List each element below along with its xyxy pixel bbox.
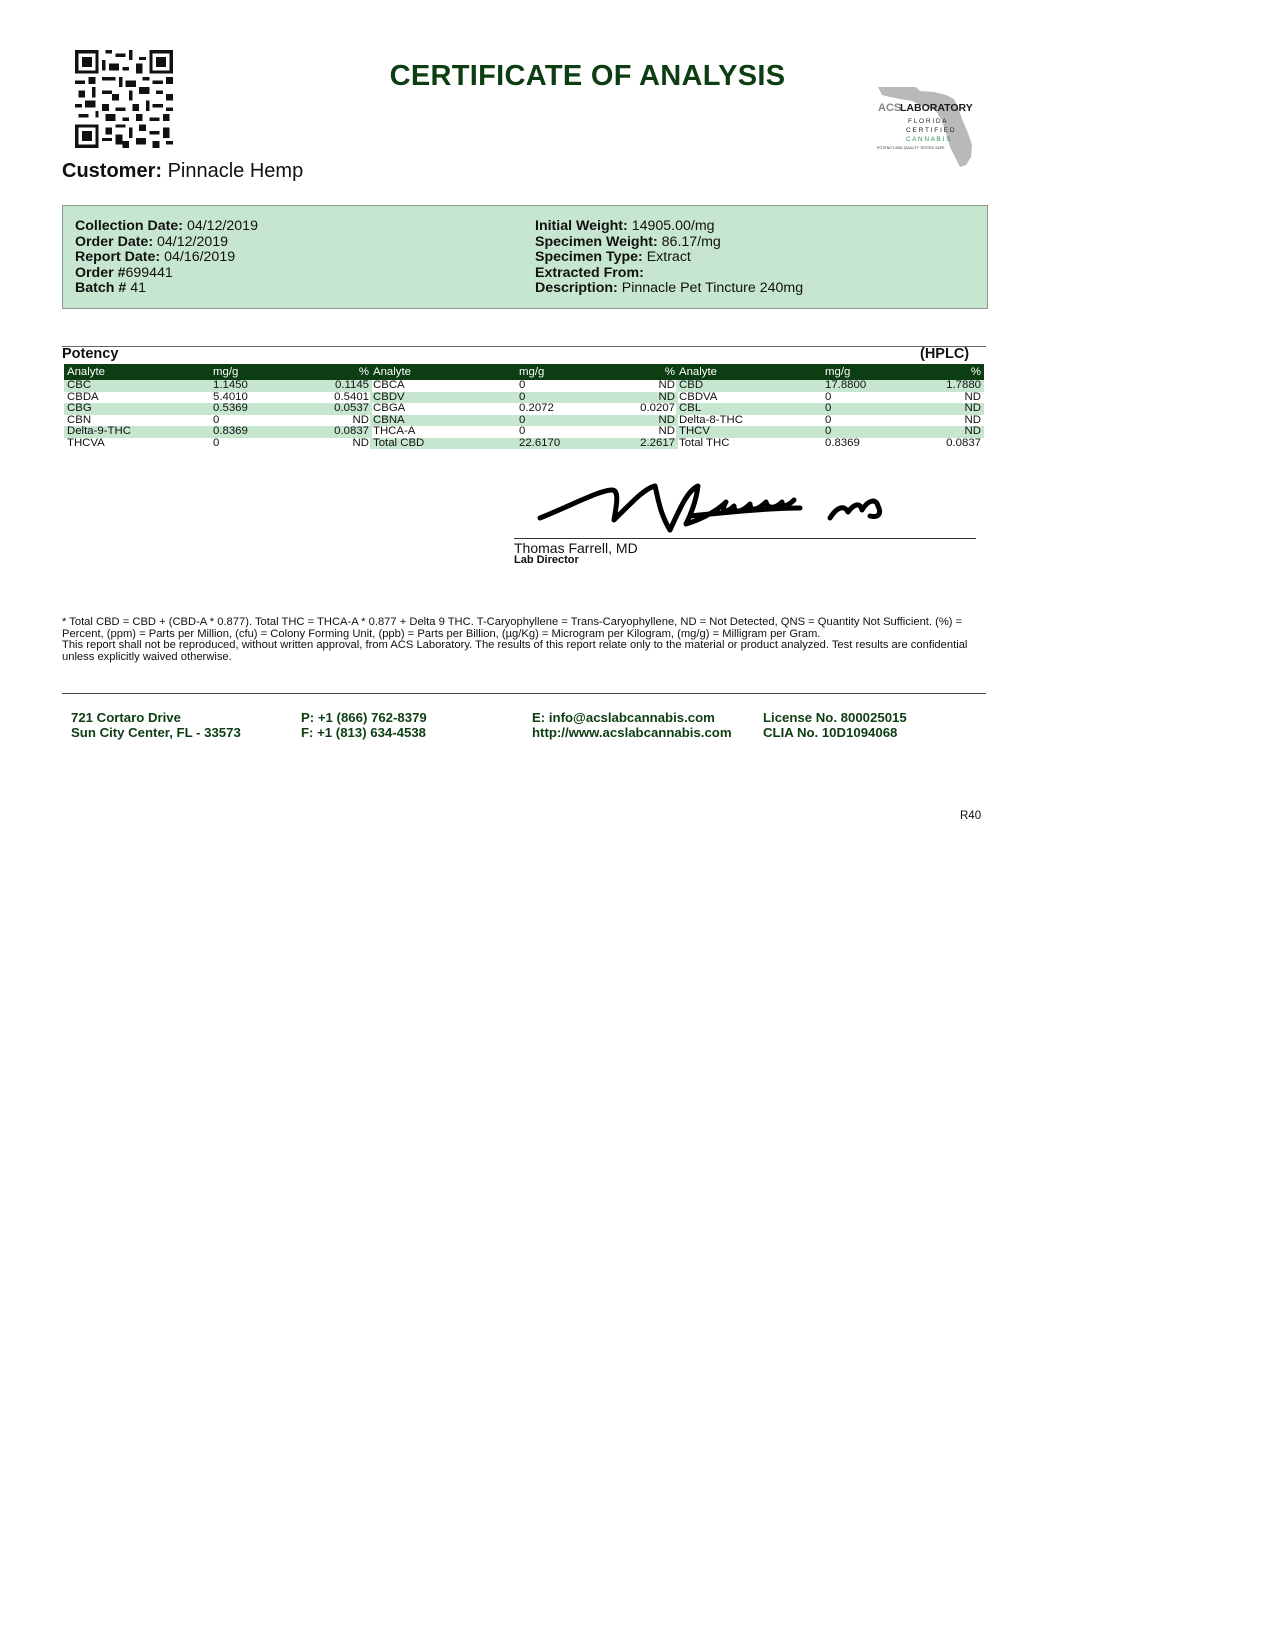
info-value: 699441 (125, 264, 173, 281)
percent-cell: ND (912, 403, 984, 415)
table-row (64, 438, 372, 450)
address-line-1: 721 Cortaro Drive (71, 710, 181, 725)
mg-g-cell: 0 (825, 413, 832, 426)
customer-line (62, 160, 303, 183)
footer-contact (532, 710, 732, 740)
footer-phones (301, 710, 427, 740)
percent-cell: ND (352, 436, 369, 449)
mg-g-cell: 0.5369 (210, 403, 300, 415)
percent-cell: 1.7880 (912, 380, 984, 392)
mg-g-cell: 0 (516, 392, 606, 404)
footer-address (71, 710, 241, 740)
report-notes (62, 617, 982, 663)
column-header-analyte: Analyte (676, 364, 822, 380)
website-link[interactable]: http://www.acslabcannabis.com (532, 725, 732, 740)
potency-table-3 (676, 364, 984, 449)
potency-method: (HPLC) (920, 346, 970, 362)
info-label: Initial Weight: (535, 218, 628, 234)
potency-table-2 (370, 364, 678, 449)
table-row (64, 426, 372, 438)
acs-laboratory-logo (876, 85, 981, 170)
mg-g-cell: 17.8800 (822, 380, 912, 392)
percent-cell: ND (606, 392, 678, 404)
analyte-cell: CBDV (370, 392, 516, 404)
mg-g-cell: 5.4010 (213, 390, 248, 403)
collection-date (75, 219, 258, 235)
percent-cell: 0.0537 (300, 403, 372, 415)
info-label: Order # (75, 264, 126, 281)
phone-number: P: +1 (866) 762-8379 (301, 710, 427, 725)
analyte-cell: CBCA (373, 379, 405, 392)
extracted-from (535, 266, 803, 282)
initial-weight (535, 219, 803, 235)
analyte-cell: CBN (67, 413, 92, 426)
email-link[interactable]: E: info@acslabcannabis.com (532, 710, 715, 725)
customer-value: Pinnacle Hemp (167, 160, 304, 182)
analyte-cell: Total THC (679, 436, 730, 449)
mg-g-cell: 0 (213, 436, 220, 449)
logo-laboratory-text: LABORATORY (900, 102, 973, 114)
analyte-cell: CBG (64, 403, 210, 415)
definitions-note: * Total CBD = CBD + (CBD-A * 0.877). Total THC = THCA-A * 0.877 + Delta 9 THC. T-Caryophyllene = Trans-Caryophyllene, ND = Not Detected, QNS = Quantity Not Sufficient. (%) = Percent, (ppm) = Parts per Million, (cfu) = Colony Forming Unit, (ppb) = Parts per Billion, (µg/Kg) = Microgram per Kilogram, (mg/g) = Milligram per Gram. (62, 616, 963, 640)
analyte-cell: Total CBD (370, 438, 516, 450)
logo-cannabis-text: C A N N A B I S (906, 136, 951, 143)
analyte-cell: THCVA (67, 436, 105, 449)
table-row (370, 438, 678, 450)
analyte-cell: Delta-8-THC (679, 413, 743, 426)
specimen-weight (535, 235, 803, 251)
percent-cell: 2.2617 (606, 438, 678, 450)
percent-cell: ND (352, 413, 369, 426)
report-date (75, 250, 258, 266)
percent-cell: 0.0837 (946, 436, 981, 449)
clia-number: CLIA No. 10D1094068 (763, 725, 898, 740)
info-value: Extract (646, 249, 691, 266)
table-row (676, 426, 984, 438)
table-header-row (370, 364, 678, 380)
specimen-info-box (62, 205, 988, 309)
column-header-percent: % (912, 364, 984, 380)
table-row (370, 403, 678, 415)
column-header-analyte: Analyte (64, 364, 210, 380)
mg-g-cell: 0 (519, 425, 526, 438)
column-header-analyte: Analyte (370, 364, 516, 380)
logo-acs-text: ACS (878, 102, 902, 114)
license-number: License No. 800025015 (763, 710, 907, 725)
specimen-type (535, 250, 803, 266)
signatory-title: Lab Director (514, 554, 579, 566)
analyte-cell: CBNA (370, 415, 516, 427)
mg-g-cell: 0 (822, 403, 912, 415)
percent-cell: 0.1145 (300, 380, 372, 392)
potency-heading: Potency (62, 346, 119, 362)
info-value: Pinnacle Pet Tincture 240mg (621, 280, 804, 297)
analyte-cell: CBD (676, 380, 822, 392)
mg-g-cell: 0 (822, 426, 912, 438)
percent-cell: ND (658, 379, 675, 392)
info-label: Extracted From: (535, 264, 644, 281)
logo-florida-text: F L O R I D A (908, 118, 947, 125)
percent-cell: ND (964, 413, 981, 426)
column-header-percent: % (606, 364, 678, 380)
analyte-cell: CBL (676, 403, 822, 415)
table-header-row (64, 364, 372, 380)
signatory-name: Thomas Farrell, MD (514, 540, 638, 556)
mg-g-cell: 0 (519, 379, 526, 392)
info-value: 04/16/2019 (164, 249, 236, 266)
column-header-percent: % (300, 364, 372, 380)
info-left-column (75, 219, 258, 297)
signature-graphic (530, 478, 930, 536)
description (535, 281, 803, 297)
address-line-2: Sun City Center, FL - 33573 (71, 725, 241, 740)
info-label: Specimen Type: (535, 249, 643, 266)
percent-cell: 0.0207 (640, 402, 675, 415)
percent-cell: 0.5401 (334, 390, 369, 403)
page-title: CERTIFICATE OF ANALYSIS (389, 60, 786, 92)
footer-licenses (763, 710, 907, 740)
table-row (676, 438, 984, 450)
analyte-cell: THCV (676, 426, 822, 438)
info-label: Order Date: (75, 233, 154, 250)
column-header-mg-g: mg/g (516, 364, 606, 380)
table-row (370, 426, 678, 438)
percent-cell: 0.0837 (300, 426, 372, 438)
analyte-cell: CBDVA (679, 390, 718, 403)
table-row (370, 380, 678, 392)
percent-cell: ND (658, 425, 675, 438)
info-label: Description: (535, 280, 618, 297)
mg-g-cell: 0 (516, 415, 606, 427)
column-header-mg-g: mg/g (210, 364, 300, 380)
table-row (676, 403, 984, 415)
info-value: 86.17/mg (661, 233, 721, 250)
logo-certified-text: C E R T I F I E D (906, 127, 955, 134)
table-header-row (676, 364, 984, 380)
mg-g-cell: 22.6170 (516, 438, 606, 450)
info-right-column (535, 219, 803, 297)
info-value: 04/12/2019 (186, 218, 258, 234)
analyte-cell: CBC (64, 380, 210, 392)
mg-g-cell: 1.1450 (210, 380, 300, 392)
signature-line (514, 538, 976, 539)
order-number (75, 266, 258, 282)
customer-label: Customer: (62, 160, 163, 182)
table-row (64, 380, 372, 392)
analyte-cell: Delta-9-THC (64, 426, 210, 438)
analyte-cell: CBGA (373, 402, 406, 415)
order-date (75, 235, 258, 251)
fax-number: F: +1 (813) 634-4538 (301, 725, 426, 740)
mg-g-cell: 0.2072 (519, 402, 554, 415)
info-value: 41 (130, 280, 146, 297)
mg-g-cell: 0.8369 (210, 426, 300, 438)
analyte-cell: CBDA (67, 390, 99, 403)
batch-number (75, 281, 258, 297)
table-row (676, 380, 984, 392)
mg-g-cell: 0 (213, 413, 220, 426)
info-label: Collection Date: (75, 218, 183, 234)
analyte-cell: THCA-A (373, 425, 416, 438)
info-label: Specimen Weight: (535, 233, 658, 250)
logo-tagline-text: POTENCY AND QUALITY TESTED SAFE (877, 146, 945, 150)
footer-divider (62, 693, 986, 694)
potency-table-1 (64, 364, 372, 449)
disclaimer-note: This report shall not be reproduced, without written approval, from ACS Laboratory. The results of this report relate only to the material or product analyzed. Test results are confidential unless explicitly waived otherwise. (62, 639, 968, 663)
percent-cell: ND (606, 415, 678, 427)
info-value: 04/12/2019 (157, 233, 229, 250)
percent-cell: ND (964, 390, 981, 403)
revision-code: R40 (960, 810, 982, 822)
info-label: Batch # (75, 280, 127, 297)
table-row (64, 403, 372, 415)
info-label: Report Date: (75, 249, 161, 266)
column-header-mg-g: mg/g (822, 364, 912, 380)
mg-g-cell: 0.8369 (825, 436, 860, 449)
mg-g-cell: 0 (825, 390, 832, 403)
potency-divider (62, 346, 986, 347)
info-value: 14905.00/mg (631, 218, 715, 234)
percent-cell: ND (912, 426, 984, 438)
